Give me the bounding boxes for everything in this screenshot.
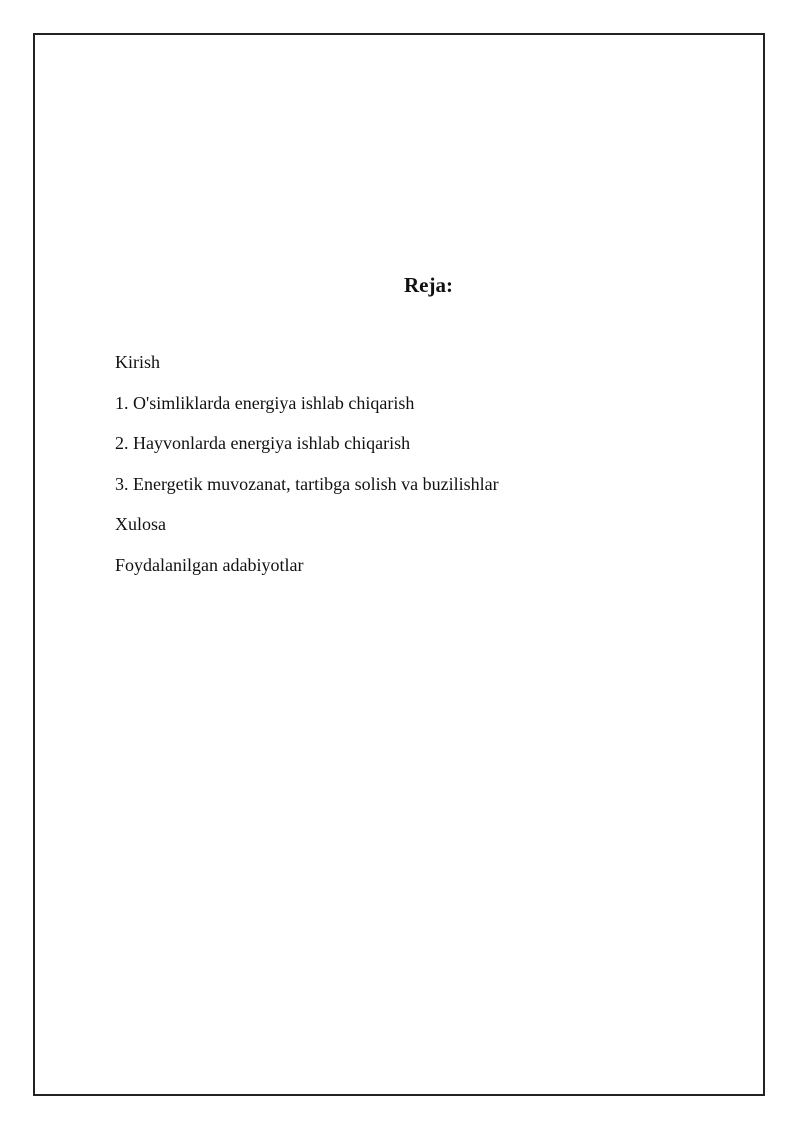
toc-item-conclusion: Xulosa — [115, 514, 166, 534]
page-title: Reja: — [404, 273, 453, 297]
toc-item-2: 2. Hayvonlarda energiya ishlab chiqarish — [115, 433, 411, 453]
table-of-contents — [115, 350, 499, 593]
toc-item-references: Foydalanilgan adabiyotlar — [115, 554, 304, 575]
toc-item-1: 1. O'simliklarda energiya ishlab chiqarish — [115, 392, 415, 413]
toc-item-3: 3. Energetik muvozanat, tartibga solish va buzilishlar — [115, 473, 499, 494]
toc-item-introduction: Kirish — [115, 352, 160, 372]
